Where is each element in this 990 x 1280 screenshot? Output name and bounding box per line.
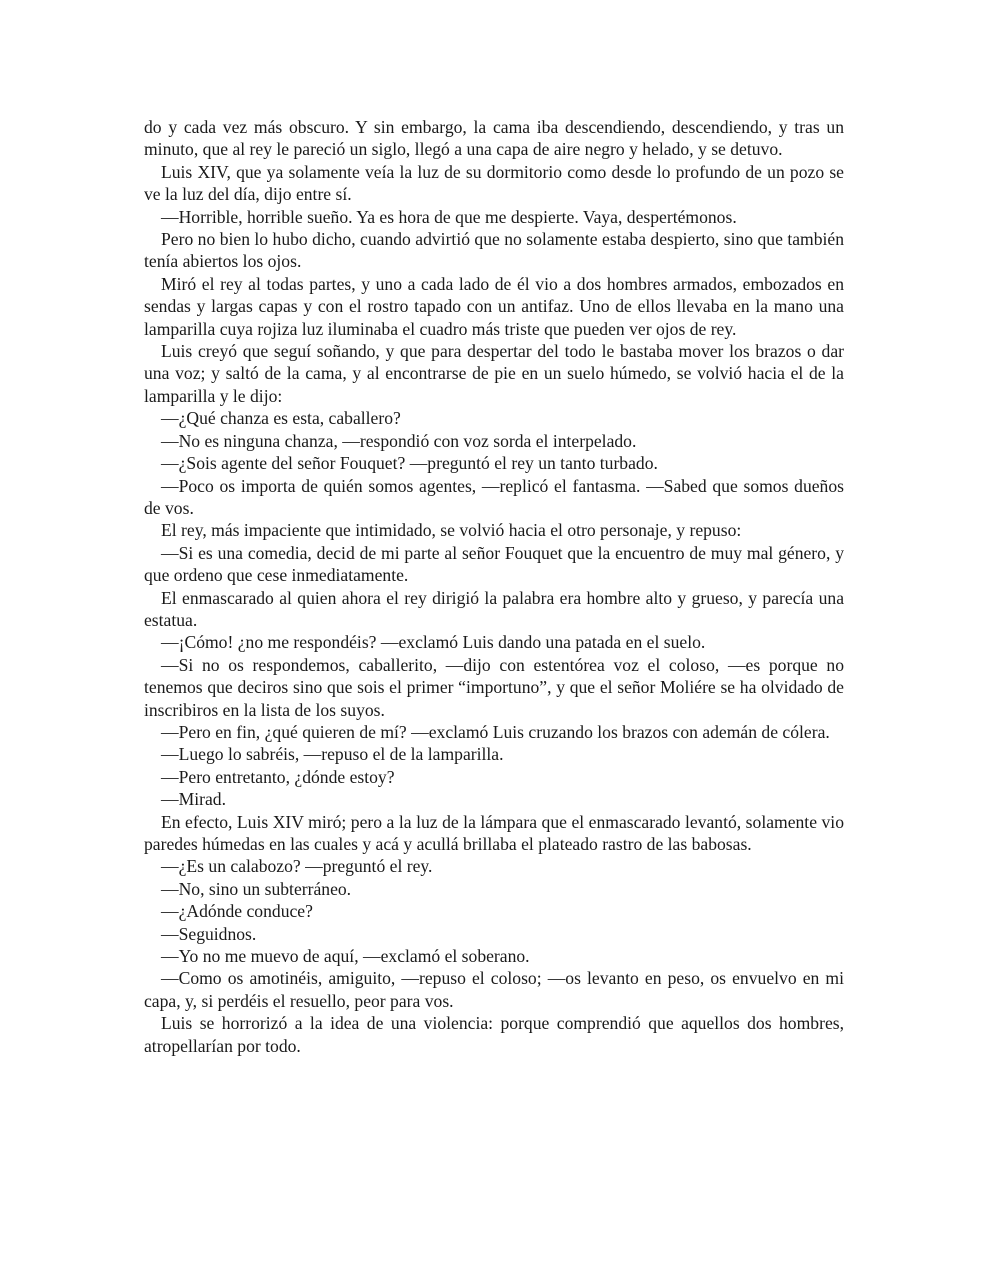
paragraph: do y cada vez más obscuro. Y sin embargo, la cama iba descendiendo, descendiendo, y tras un minuto, que al rey le pareció un siglo, llegó a una capa de aire negro y helado, y se detuvo. <box>144 117 844 160</box>
paragraph: —¿Adónde conduce? <box>161 901 313 922</box>
paragraph: —Como os amotinéis, amiguito, —repuso el coloso; —os levanto en peso, os envuelvo en mi capa, y, si perdéis el resuello, peor para vos. <box>144 968 844 1011</box>
paragraph: —Horrible, horrible sueño. Ya es hora de que me despierte. Vaya, despertémonos. <box>161 206 737 227</box>
paragraph: Luis se horrorizó a la idea de una violencia: porque comprendió que aquellos dos hombres, atropellarían por todo. <box>144 1013 844 1056</box>
paragraph: —¿Qué chanza es esta, caballero? <box>161 408 401 429</box>
paragraph: Luis XIV, que ya solamente veía la luz de su dormitorio como desde lo profundo de un pozo se ve la luz del día, dijo entre sí. <box>144 161 844 205</box>
paragraph: —Luego lo sabréis, —repuso el de la lamparilla. <box>161 744 504 765</box>
paragraph: El rey, más impaciente que intimidado, se volvió hacia el otro personaje, y repuso: <box>161 520 742 541</box>
paragraph: —Pero en fin, ¿qué quieren de mí? —exclamó Luis cruzando los brazos con ademán de cólera. <box>161 721 830 742</box>
paragraph: —No es ninguna chanza, —respondió con voz sorda el interpelado. <box>161 430 637 451</box>
paragraph: Pero no bien lo hubo dicho, cuando advirtió que no solamente estaba despierto, sino que también tenía abiertos los ojos. <box>144 229 844 272</box>
paragraph: —Yo no me muevo de aquí, —exclamó el soberano. <box>161 946 530 967</box>
paragraph: —Si es una comedia, decid de mi parte al señor Fouquet que la encuentro de muy mal género, y que ordeno que cese inmediatamente. <box>144 542 844 586</box>
page-text <box>144 116 844 1057</box>
paragraph: El enmascarado al quien ahora el rey dirigió la palabra era hombre alto y grueso, y parecía una estatua. <box>144 587 844 630</box>
paragraph: —Si no os respondemos, caballerito, —dijo con estentórea voz el coloso, —es porque no tenemos que deciros sino que sois el primer “importuno”, y que el señor Moliére se ha olvidado de inscribiros en la lista de los suyos. <box>144 654 844 720</box>
paragraph: Miró el rey al todas partes, y uno a cada lado de él vio a dos hombres armados, embozados en sendas y largas capas y con el rostro tapado con un antifaz. Uno de ellos llevaba en la mano una lamparilla cuya rojiza luz iluminaba el cuadro más triste que pueden ver ojos de rey. <box>144 273 844 339</box>
paragraph: —Seguidnos. <box>161 923 257 944</box>
paragraph: —Mirad. <box>161 789 226 810</box>
paragraph: Luis creyó que seguí soñando, y que para despertar del todo le bastaba mover los brazos o dar una voz; y saltó de la cama, y al encontrarse de pie en un suelo húmedo, se volvió hacia el de la lamparilla y le dijo: <box>144 341 844 406</box>
paragraph: En efecto, Luis XIV miró; pero a la luz de la lámpara que el enmascarado levantó, solamente vio paredes húmedas en las cuales y acá y acullá brillaba el plateado rastro de las babosas. <box>144 811 844 854</box>
paragraph: —Pero entretanto, ¿dónde estoy? <box>161 766 395 787</box>
paragraph: —Poco os importa de quién somos agentes, —replicó el fantasma. —Sabed que somos dueños de vos. <box>144 475 844 518</box>
paragraph: —¿Sois agente del señor Fouquet? —preguntó el rey un tanto turbado. <box>161 453 658 474</box>
paragraph: —¿Es un calabozo? —preguntó el rey. <box>161 856 433 877</box>
paragraph: —No, sino un subterráneo. <box>161 878 352 899</box>
paragraph: —¡Cómo! ¿no me respondéis? —exclamó Luis dando una patada en el suelo. <box>161 632 706 653</box>
